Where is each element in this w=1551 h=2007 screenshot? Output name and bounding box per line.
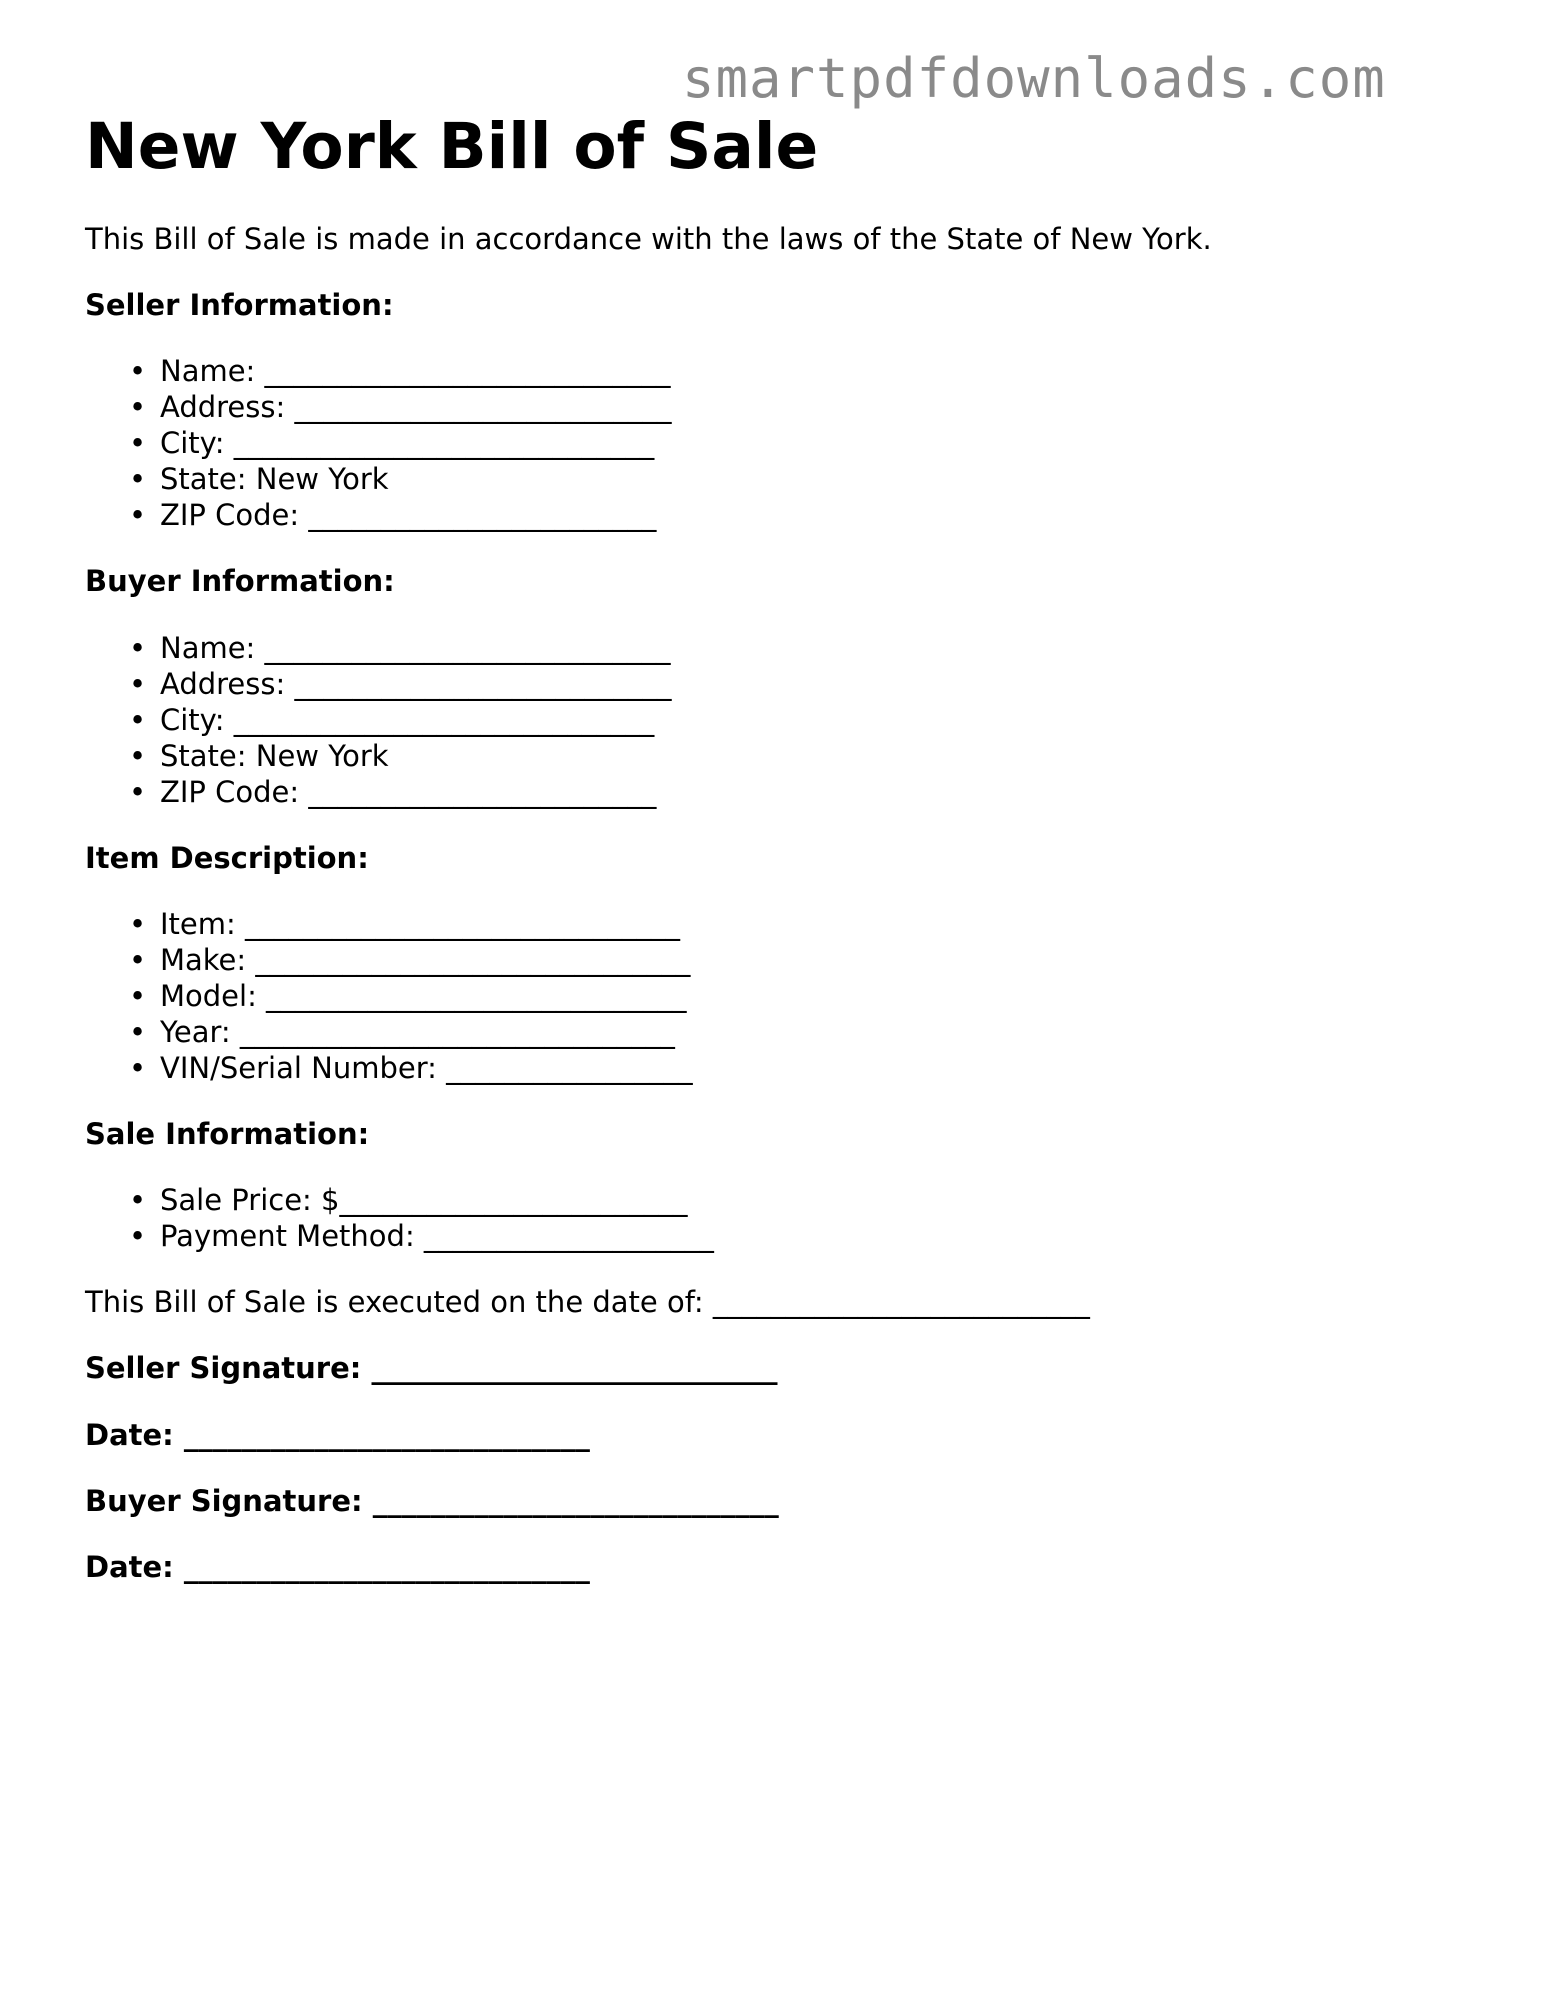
bullet-icon: • xyxy=(129,354,147,389)
list-item xyxy=(129,630,1485,666)
bullet-icon: • xyxy=(129,702,147,737)
seller-heading: Seller Information: xyxy=(85,288,394,322)
model-field: Model: _____________________________ xyxy=(160,978,687,1013)
document-page xyxy=(85,108,1485,1585)
list-item xyxy=(129,461,1485,497)
bullet-icon: • xyxy=(129,906,147,941)
list-item xyxy=(129,1014,1485,1050)
list-item xyxy=(129,978,1485,1014)
seller-state-field: State: New York xyxy=(160,462,389,497)
bullet-icon: • xyxy=(129,498,147,533)
make-field: Make: ______________________________ xyxy=(160,942,691,977)
seller-signature-line: Seller Signature: ____________________________ xyxy=(85,1351,778,1386)
bullet-icon: • xyxy=(129,774,147,809)
item-field: Item: ______________________________ xyxy=(160,906,681,941)
sale-price-field: Sale Price: $________________________ xyxy=(160,1183,688,1217)
list-item xyxy=(129,497,1485,533)
executed-date-line: This Bill of Sale is executed on the date of: __________________________ xyxy=(85,1285,1090,1319)
bullet-icon: • xyxy=(129,426,147,461)
bullet-icon: • xyxy=(129,630,147,665)
bullet-icon: • xyxy=(129,978,147,1013)
bullet-icon: • xyxy=(129,738,147,773)
list-item xyxy=(129,666,1485,702)
buyer-name-field: Name: ____________________________ xyxy=(160,630,671,665)
list-item xyxy=(129,425,1485,461)
buyer-address-field: Address: __________________________ xyxy=(160,666,672,701)
vin-serial-field: VIN/Serial Number: _________________ xyxy=(160,1050,693,1085)
item-heading: Item Description: xyxy=(85,840,369,875)
bullet-icon: • xyxy=(129,1014,147,1049)
buyer-heading: Buyer Information: xyxy=(85,564,395,599)
list-item xyxy=(129,774,1485,810)
seller-date-line: Date: ____________________________ xyxy=(85,1417,590,1452)
bullet-icon: • xyxy=(129,1219,147,1253)
buyer-zip-field: ZIP Code: ________________________ xyxy=(160,774,657,809)
bullet-icon: • xyxy=(129,942,147,977)
list-item xyxy=(129,1218,1485,1254)
list-item xyxy=(129,942,1485,978)
payment-method-field: Payment Method: ____________________ xyxy=(160,1219,714,1253)
bullet-icon: • xyxy=(129,462,147,497)
list-item xyxy=(129,1182,1485,1218)
list-item xyxy=(129,738,1485,774)
list-item xyxy=(129,906,1485,942)
bullet-icon: • xyxy=(129,1050,147,1085)
list-item xyxy=(129,353,1485,389)
buyer-state-field: State: New York xyxy=(160,738,389,773)
list-item xyxy=(129,1050,1485,1086)
buyer-list xyxy=(85,630,1485,810)
bullet-icon: • xyxy=(129,390,147,425)
watermark: smartpdfdownloads.com xyxy=(682,47,1386,110)
buyer-city-field: City: _____________________________ xyxy=(160,702,655,737)
intro-paragraph: This Bill of Sale is made in accordance with the laws of the State of New York. xyxy=(85,221,1212,256)
buyer-signature-line: Buyer Signature: ____________________________ xyxy=(85,1483,779,1518)
buyer-date-line: Date: ____________________________ xyxy=(85,1550,590,1584)
sale-list xyxy=(85,1182,1485,1254)
seller-address-field: Address: __________________________ xyxy=(160,390,672,425)
list-item xyxy=(129,389,1485,425)
seller-city-field: City: _____________________________ xyxy=(160,426,655,461)
item-list xyxy=(85,906,1485,1086)
bullet-icon: • xyxy=(129,1183,147,1217)
year-field: Year: ______________________________ xyxy=(160,1014,675,1049)
seller-zip-field: ZIP Code: ________________________ xyxy=(160,498,657,533)
list-item xyxy=(129,702,1485,738)
sale-heading: Sale Information: xyxy=(85,1116,370,1151)
bullet-icon: • xyxy=(129,666,147,701)
seller-name-field: Name: ____________________________ xyxy=(160,354,671,389)
seller-list xyxy=(85,353,1485,533)
document-title: New York Bill of Sale xyxy=(85,110,819,183)
